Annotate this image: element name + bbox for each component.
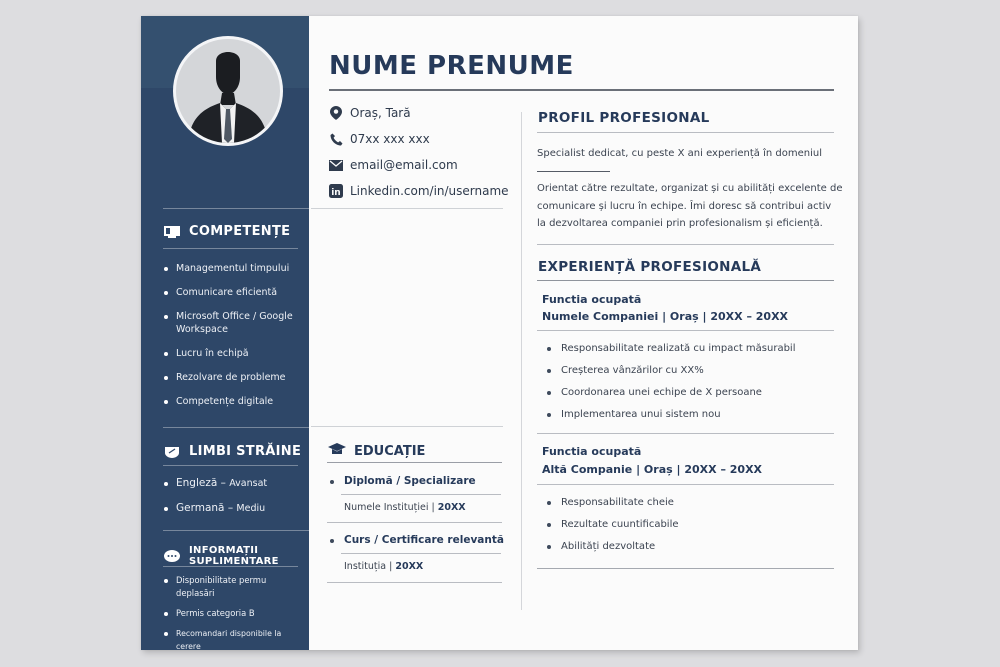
job-bullet: Coordonarea unei echipe de X persoane [545,386,796,408]
profile-line: la dezvoltarea companiei prin profesionalism și eficiență. [537,218,823,229]
language-sep: – [220,477,230,489]
profile-line: comunicare și lucru în echipe. Îmi doresc să contribui activ [537,200,832,212]
divider [163,566,298,567]
job-role: Functia ocupată [542,445,642,458]
divider [537,280,834,281]
divider [341,553,501,554]
divider [163,465,298,466]
language-name: Engleză [176,477,218,489]
skill-item: Managementul timpului [163,262,298,275]
skill-item: Comunicare eficientă [163,286,298,299]
envelope-icon [329,158,343,172]
languages-section-title [163,444,301,459]
skills-title: COMPETENȚE [189,224,291,239]
extra-item: Recomandari disponibile la cerere [163,627,303,653]
skill-item: Rezolvare de probleme [163,371,298,384]
divider [311,208,503,209]
graduation-cap-icon [328,443,346,460]
job-role: Functia ocupată [542,293,642,306]
job-bullet: Rezultate cuuntificabile [545,518,679,540]
skill-item: Competențe digitale [163,395,298,408]
education-institution [344,561,423,572]
profile-line: Orientat către rezultate, organizat și cu abilități excelente de [537,183,843,194]
extra-item: Disponibilitate permu deplasări [163,574,303,600]
contact-phone [329,126,509,152]
language-name: Germană [176,502,225,514]
resume-page [141,16,858,650]
svg-text:in: in [331,188,341,198]
sidebar [141,16,309,650]
language-sep: – [227,502,237,514]
skills-section-title [163,224,290,239]
divider [537,433,834,434]
education-year: 20XX [437,502,466,513]
contact-list [329,100,509,204]
extra-title: INFORMAȚII SUPLIMENTARE [189,545,279,567]
divider [163,427,309,428]
profile-section-title: PROFIL PROFESIONAL [538,110,710,126]
candidate-name: NUME PRENUME [329,51,574,81]
divider [327,462,502,463]
phone-icon [329,132,343,146]
institution-name: Numele Instituției [344,502,429,513]
speech-badge-icon [163,445,181,459]
education-institution [344,502,466,513]
contact-linkedin [329,178,509,204]
education-degree: Diplomă / Specializare [329,475,476,487]
divider [537,568,834,569]
extra-section-title [163,545,309,567]
job-details: Altă Companie | Oraș | 20XX – 20XX [542,463,763,476]
phone-text: 07xx xxx xxx [350,132,430,146]
language-item [163,477,298,490]
column-divider [521,112,522,610]
divider [327,522,502,523]
extra-item: Permis categoria B [163,607,303,620]
profile-intro: Specialist dedicat, cu peste X ani experiență în domeniul [537,148,822,159]
job-bullet: Responsabilitate cheie [545,496,679,518]
languages-title: LIMBI STRĂINE [189,444,302,459]
divider [537,330,834,331]
skill-item: Lucru în echipă [163,347,298,360]
linkedin-icon [329,184,343,198]
divider [537,132,834,133]
contact-location [329,100,509,126]
email-text[interactable]: email@email.com [350,158,458,172]
language-item [163,502,298,515]
education-degree: Curs / Certificare relevantă [329,534,504,546]
job-bullet: Responsabilitate realizată cu impact măsurabil [545,342,796,364]
language-level: Mediu [236,503,266,514]
language-level: Avansat [229,478,268,489]
institution-name: Instituția [344,561,387,572]
job-bullet: Creșterea vânzărilor cu XX% [545,364,796,386]
skills-list [163,262,298,408]
sep: | [431,502,438,513]
skill-item: Microsoft Office / Google Workspace [163,310,298,336]
name-underline [329,89,834,91]
education-title: EDUCAȚIE [354,444,426,459]
languages-list [163,477,298,515]
divider [163,248,298,249]
profile-paragraph [537,180,843,233]
person-silhouette-icon [176,39,280,143]
short-divider [537,171,610,172]
map-pin-icon [329,106,343,120]
job-bullets [545,342,796,430]
divider [537,484,834,485]
job-details: Numele Companiei | Oraș | 20XX – 20XX [542,310,789,323]
education-year: 20XX [395,561,424,572]
education-section-title [328,443,425,460]
divider [537,244,834,245]
divider [163,208,309,209]
job-bullets [545,496,679,562]
job-bullet: Implementarea unui sistem nou [545,408,796,430]
divider [327,582,502,583]
experience-section-title: EXPERIENȚĂ PROFESIONALĂ [538,259,762,275]
monitor-icon [163,225,181,239]
job-bullet: Abilități dezvoltate [545,540,679,562]
divider [163,530,309,531]
linkedin-text[interactable]: Linkedin.com/in/username [350,184,509,198]
contact-email [329,152,509,178]
location-text: Oraș, Tară [350,106,411,120]
divider [311,426,503,427]
divider [341,494,501,495]
sep: | [389,561,396,572]
extra-list [163,574,303,653]
chat-bubble-icon [163,549,181,563]
avatar [173,36,283,146]
